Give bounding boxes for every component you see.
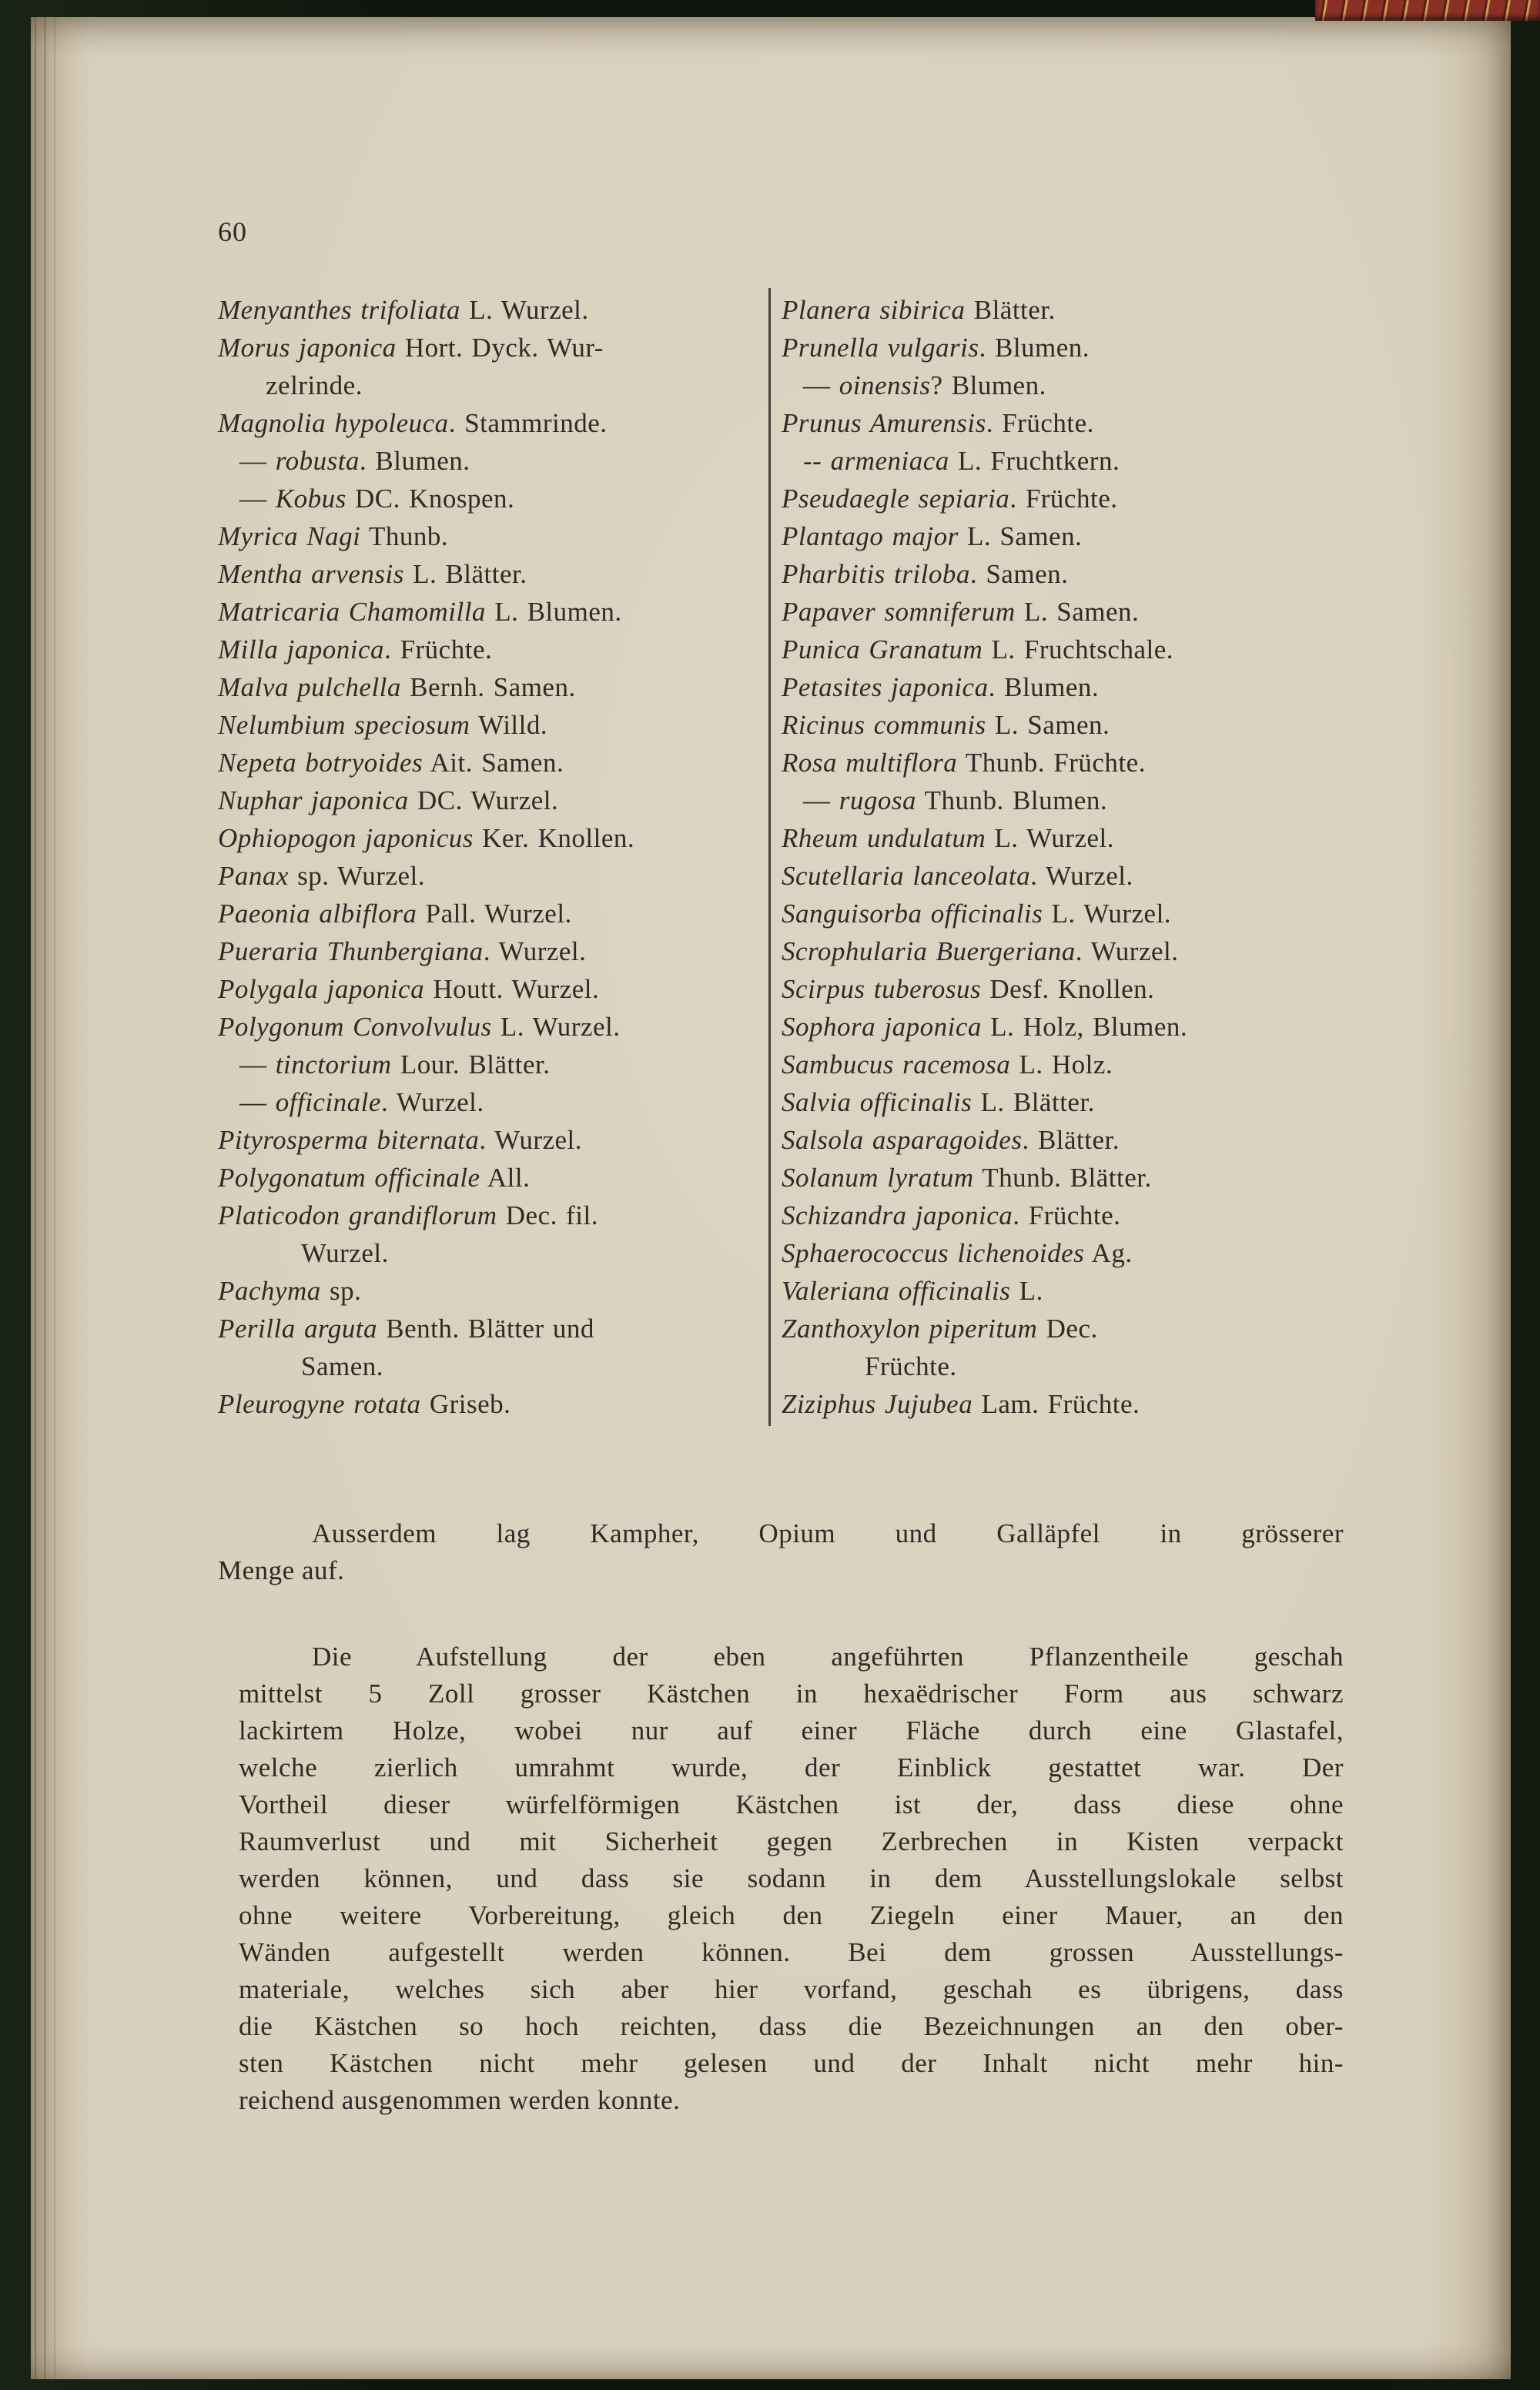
plant-detail: L. Fruchtschale. bbox=[983, 634, 1174, 664]
plant-detail: Griseb. bbox=[420, 1389, 511, 1419]
plant-list-line bbox=[782, 1310, 1358, 1347]
plant-detail: Ker. Knollen. bbox=[473, 823, 635, 853]
plant-detail: Thunb. Blätter. bbox=[973, 1163, 1152, 1193]
species-name: Nelumbium speciosum bbox=[218, 710, 470, 740]
plant-list-line bbox=[218, 593, 766, 631]
plant-list-line bbox=[218, 1159, 766, 1197]
plant-list-line bbox=[782, 404, 1358, 442]
species-name: Pleurogyne rotata bbox=[218, 1389, 421, 1419]
plant-detail: Houtt. Wurzel. bbox=[424, 974, 600, 1004]
plant-detail: Blätter. bbox=[965, 295, 1056, 325]
plant-detail: L. Blumen. bbox=[485, 597, 622, 627]
plant-list-line bbox=[782, 517, 1358, 555]
plant-detail: . Wurzel. bbox=[479, 1125, 583, 1155]
species-name: Myrica Nagi bbox=[218, 521, 361, 551]
plant-detail: -- bbox=[803, 446, 831, 476]
plant-detail: DC. Wurzel. bbox=[408, 785, 559, 815]
paragraph-line: Menge auf. bbox=[218, 1555, 345, 1585]
plant-detail: Benth. Blätter und bbox=[377, 1314, 594, 1344]
plant-detail: L. Samen. bbox=[1015, 597, 1140, 627]
plant-detail: L. Wurzel. bbox=[986, 823, 1115, 853]
plant-detail: — bbox=[803, 785, 839, 815]
plant-list-line bbox=[782, 480, 1358, 517]
plant-detail: Pall. Wurzel. bbox=[417, 899, 572, 929]
species-name: Polygala japonica bbox=[218, 974, 425, 1004]
plant-list-line bbox=[218, 631, 766, 668]
paragraph-line: Ausserdem lag Kampher, Opium und Galläpfel in grösserer bbox=[312, 1518, 1344, 1548]
plant-list-line bbox=[782, 1046, 1358, 1083]
paragraph-line: reichend ausgenommen werden konnte. bbox=[239, 2085, 681, 2115]
species-name: Panax bbox=[218, 861, 289, 891]
paragraph-line: ohne weitere Vorbereitung, gleich den Ziegeln einer Mauer, an den bbox=[239, 1900, 1344, 1930]
plant-detail: Ait. Samen. bbox=[423, 748, 564, 778]
plant-list-line bbox=[782, 1197, 1358, 1234]
paragraph-line: materiale, welches sich aber hier vorfand, geschah es übrigens, dass bbox=[239, 1974, 1344, 2004]
plant-list-line bbox=[218, 367, 766, 404]
plant-detail: . Früchte. bbox=[986, 408, 1094, 438]
plant-list-line bbox=[218, 782, 766, 819]
paragraph-line: Raumverlust und mit Sicherheit gegen Zerbrechen in Kisten verpackt bbox=[239, 1826, 1344, 1856]
plant-list-line bbox=[782, 555, 1358, 593]
plant-list-line bbox=[218, 442, 766, 480]
species-name: Magnolia hypoleuca bbox=[218, 408, 449, 438]
plant-detail: . Wurzel. bbox=[483, 936, 587, 966]
paragraph-kampher bbox=[218, 1515, 1344, 1589]
species-name: Petasites japonica bbox=[782, 672, 989, 702]
species-name: Paeonia albiflora bbox=[218, 899, 417, 929]
plant-list-left-column bbox=[218, 291, 766, 1423]
paragraph-line: Die Aufstellung der eben angeführten Pflanzentheile geschah bbox=[312, 1642, 1344, 1672]
plant-list-line bbox=[782, 744, 1358, 782]
plant-list-line bbox=[782, 1008, 1358, 1046]
plant-list-line bbox=[218, 857, 766, 895]
paragraph-line: mittelst 5 Zoll grosser Kästchen in hexaëdrischer Form aus schwarz bbox=[239, 1679, 1344, 1709]
plant-detail: . Wurzel. bbox=[380, 1087, 484, 1117]
plant-detail: — bbox=[803, 370, 839, 400]
plant-detail: Lour. Blätter. bbox=[391, 1049, 551, 1080]
plant-detail: . Blumen. bbox=[359, 446, 470, 476]
plant-list-line bbox=[218, 895, 766, 932]
paragraph-line: sten Kästchen nicht mehr gelesen und der Inhalt nicht mehr hin- bbox=[239, 2048, 1344, 2078]
species-name: Prunella vulgaris bbox=[782, 333, 979, 363]
plant-detail: . Früchte. bbox=[1009, 484, 1118, 514]
plant-detail: L. Blätter. bbox=[972, 1087, 1095, 1117]
paragraph-line: die Kästchen so hoch reichten, dass die Bezeichnungen an den ober- bbox=[239, 2011, 1344, 2041]
plant-list-line bbox=[218, 744, 766, 782]
plant-list-line bbox=[218, 1234, 766, 1272]
paragraph-line: Vortheil dieser würfelförmigen Kästchen ist der, dass diese ohne bbox=[239, 1789, 1344, 1819]
plant-list-line bbox=[218, 668, 766, 706]
plant-list-line bbox=[782, 1234, 1358, 1272]
plant-detail: L. Samen. bbox=[986, 710, 1110, 740]
paragraph-line: welche zierlich umrahmt wurde, der Einblick gestattet war. Der bbox=[239, 1752, 1344, 1782]
species-name: Sphaerococcus lichenoides bbox=[782, 1238, 1085, 1268]
plant-list-line bbox=[782, 706, 1358, 744]
plant-list-line bbox=[782, 1159, 1358, 1197]
species-name: Ophiopogon japonicus bbox=[218, 823, 474, 853]
species-name: Scirpus tuberosus bbox=[782, 974, 982, 1004]
plant-list-line bbox=[782, 819, 1358, 857]
plant-list-line bbox=[782, 782, 1358, 819]
plant-list-line bbox=[782, 1272, 1358, 1310]
plant-detail: Wurzel. bbox=[301, 1238, 389, 1268]
species-name: Perilla arguta bbox=[218, 1314, 378, 1344]
plant-detail: sp. Wurzel. bbox=[288, 861, 425, 891]
species-name: Platicodon grandiflorum bbox=[218, 1200, 497, 1230]
plant-detail: zelrinde. bbox=[266, 370, 363, 400]
plant-detail: Willd. bbox=[470, 710, 548, 740]
plant-list-line bbox=[218, 1347, 766, 1385]
species-name: Kobus bbox=[275, 484, 346, 514]
plant-list-line bbox=[218, 1310, 766, 1347]
plant-detail: Bernh. Samen. bbox=[400, 672, 576, 702]
species-name: Prunus Amurensis bbox=[782, 408, 986, 438]
plant-detail: Lam. Früchte. bbox=[973, 1389, 1140, 1419]
species-name: Solanum lyratum bbox=[782, 1163, 974, 1193]
plant-list-line bbox=[218, 1385, 766, 1423]
page-edge-line bbox=[44, 17, 46, 2379]
species-name: Matricaria Chamomilla bbox=[218, 597, 486, 627]
plant-list-line bbox=[782, 932, 1358, 970]
plant-list-line bbox=[218, 706, 766, 744]
plant-detail: L. bbox=[1010, 1276, 1043, 1306]
plant-detail: . Blumen. bbox=[988, 672, 1100, 702]
plant-detail: Samen. bbox=[301, 1351, 384, 1381]
headband-decoration bbox=[1315, 0, 1540, 21]
plant-detail: . Wurzel. bbox=[1030, 861, 1133, 891]
species-name: Planera sibirica bbox=[782, 295, 966, 325]
plant-list-line bbox=[218, 1046, 766, 1083]
species-name: Mentha arvensis bbox=[218, 559, 404, 589]
plant-detail: L. Wurzel. bbox=[1043, 899, 1172, 929]
species-name: armeniaca bbox=[830, 446, 949, 476]
plant-detail: . Blumen. bbox=[979, 333, 1090, 363]
species-name: Zanthoxylon piperitum bbox=[782, 1314, 1038, 1344]
plant-detail: . Früchte. bbox=[1013, 1200, 1121, 1230]
plant-list-line bbox=[218, 819, 766, 857]
plant-detail: Früchte. bbox=[865, 1351, 957, 1381]
plant-detail: All. bbox=[480, 1163, 531, 1193]
plant-list-line bbox=[218, 1083, 766, 1121]
species-name: Scutellaria lanceolata bbox=[782, 861, 1031, 891]
species-name: Salsola asparagoides bbox=[782, 1125, 1023, 1155]
plant-detail: Dec. bbox=[1037, 1314, 1098, 1344]
plant-list-line bbox=[218, 1121, 766, 1159]
plant-list-line bbox=[782, 895, 1358, 932]
plant-list-line bbox=[218, 1197, 766, 1234]
plant-list-line bbox=[218, 404, 766, 442]
plant-detail: sp. bbox=[320, 1276, 362, 1306]
plant-list-line bbox=[218, 291, 766, 329]
species-name: robusta bbox=[275, 446, 360, 476]
species-name: Morus japonica bbox=[218, 333, 397, 363]
species-name: Milla japonica bbox=[218, 634, 385, 664]
plant-list-line bbox=[218, 517, 766, 555]
plant-detail: L. Holz, Blumen. bbox=[981, 1012, 1188, 1042]
plant-detail: — bbox=[239, 484, 276, 514]
species-name: officinale bbox=[275, 1087, 381, 1117]
plant-list-line bbox=[782, 970, 1358, 1008]
plant-detail: Hort. Dyck. Wur- bbox=[396, 333, 604, 363]
plant-detail: . Stammrinde. bbox=[448, 408, 608, 438]
species-name: Rosa multiflora bbox=[782, 748, 958, 778]
plant-detail: L. Fruchtkern. bbox=[949, 446, 1120, 476]
species-name: Pueraria Thunbergiana bbox=[218, 936, 484, 966]
species-name: Punica Granatum bbox=[782, 634, 983, 664]
plant-list-line bbox=[782, 1385, 1358, 1423]
species-name: Nepeta botryoides bbox=[218, 748, 424, 778]
plant-list-line bbox=[218, 480, 766, 517]
plant-list-line bbox=[782, 668, 1358, 706]
species-name: Pachyma bbox=[218, 1276, 321, 1306]
plant-list-line bbox=[218, 555, 766, 593]
page-edge-line bbox=[54, 17, 55, 2379]
species-name: Papaver somniferum bbox=[782, 597, 1016, 627]
plant-list-line bbox=[782, 367, 1358, 404]
plant-detail: L. Wurzel. bbox=[491, 1012, 621, 1042]
species-name: Plantago major bbox=[782, 521, 959, 551]
plant-list-line bbox=[218, 932, 766, 970]
plant-detail: — bbox=[239, 1049, 276, 1080]
plant-list-line bbox=[782, 1347, 1358, 1385]
species-name: Rheum undulatum bbox=[782, 823, 986, 853]
plant-list-line bbox=[218, 1272, 766, 1310]
species-name: Nuphar japonica bbox=[218, 785, 409, 815]
plant-list-line bbox=[218, 1008, 766, 1046]
plant-detail: . Wurzel. bbox=[1075, 936, 1179, 966]
plant-detail: L. Holz. bbox=[1010, 1049, 1113, 1080]
plant-detail: Dec. fil. bbox=[497, 1200, 598, 1230]
plant-list-line bbox=[782, 1083, 1358, 1121]
plant-list-line bbox=[782, 857, 1358, 895]
column-divider bbox=[768, 288, 771, 1426]
plant-detail: L. Samen. bbox=[958, 521, 1083, 551]
species-name: oinensis bbox=[839, 370, 931, 400]
species-name: rugosa bbox=[839, 785, 916, 815]
species-name: Salvia officinalis bbox=[782, 1087, 973, 1117]
plant-list-line bbox=[782, 631, 1358, 668]
species-name: Sophora japonica bbox=[782, 1012, 982, 1042]
plant-list-line bbox=[782, 291, 1358, 329]
species-name: Malva pulchella bbox=[218, 672, 401, 702]
plant-list-line bbox=[782, 593, 1358, 631]
species-name: Pityrosperma biternata bbox=[218, 1125, 480, 1155]
plant-detail: Thunb. Blumen. bbox=[916, 785, 1108, 815]
plant-detail: L. Blätter. bbox=[403, 559, 527, 589]
page-edge-line bbox=[35, 17, 36, 2379]
plant-detail: . Samen. bbox=[969, 559, 1069, 589]
plant-detail: Desf. Knollen. bbox=[981, 974, 1155, 1004]
species-name: Valeriana officinalis bbox=[782, 1276, 1011, 1306]
plant-detail: Thunb. Früchte. bbox=[957, 748, 1146, 778]
paragraph-line: Wänden aufgestellt werden können. Bei dem grossen Ausstellungs- bbox=[239, 1937, 1344, 1967]
plant-detail: Thunb. bbox=[360, 521, 449, 551]
species-name: Sambucus racemosa bbox=[782, 1049, 1011, 1080]
species-name: Schizandra japonica bbox=[782, 1200, 1013, 1230]
plant-detail: ? Blumen. bbox=[930, 370, 1046, 400]
species-name: tinctorium bbox=[275, 1049, 392, 1080]
plant-list-line bbox=[218, 970, 766, 1008]
species-name: Ziziphus Jujubea bbox=[782, 1389, 973, 1419]
paragraph-line: lackirtem Holze, wobei nur auf einer Fläche durch eine Glastafel, bbox=[239, 1716, 1344, 1746]
paragraph-kaestchen bbox=[239, 1639, 1344, 2119]
species-name: Pseudaegle sepiaria bbox=[782, 484, 1010, 514]
species-name: Menyanthes trifoliata bbox=[218, 295, 460, 325]
species-name: Pharbitis triloba bbox=[782, 559, 970, 589]
plant-detail: DC. Knospen. bbox=[346, 484, 515, 514]
plant-detail: — bbox=[239, 446, 276, 476]
plant-list-line bbox=[782, 329, 1358, 367]
species-name: Ricinus communis bbox=[782, 710, 986, 740]
plant-list-line bbox=[218, 329, 766, 367]
paragraph-line: werden können, und dass sie sodann in dem Ausstellungslokale selbst bbox=[239, 1863, 1344, 1893]
plant-detail: . Früchte. bbox=[384, 634, 493, 664]
species-name: Scrophularia Buergeriana bbox=[782, 936, 1076, 966]
plant-list-right-column bbox=[782, 291, 1358, 1423]
species-name: Polygonum Convolvulus bbox=[218, 1012, 492, 1042]
plant-detail: Ag. bbox=[1084, 1238, 1133, 1268]
plant-detail: — bbox=[239, 1087, 276, 1117]
species-name: Sanguisorba officinalis bbox=[782, 899, 1043, 929]
species-name: Polygonatum officinale bbox=[218, 1163, 480, 1193]
plant-detail: . Blätter. bbox=[1022, 1125, 1120, 1155]
plant-list-line bbox=[782, 1121, 1358, 1159]
book-page bbox=[31, 17, 1511, 2379]
page-number: 60 bbox=[218, 216, 247, 247]
plant-list-line bbox=[782, 442, 1358, 480]
plant-detail: L. Wurzel. bbox=[460, 295, 589, 325]
